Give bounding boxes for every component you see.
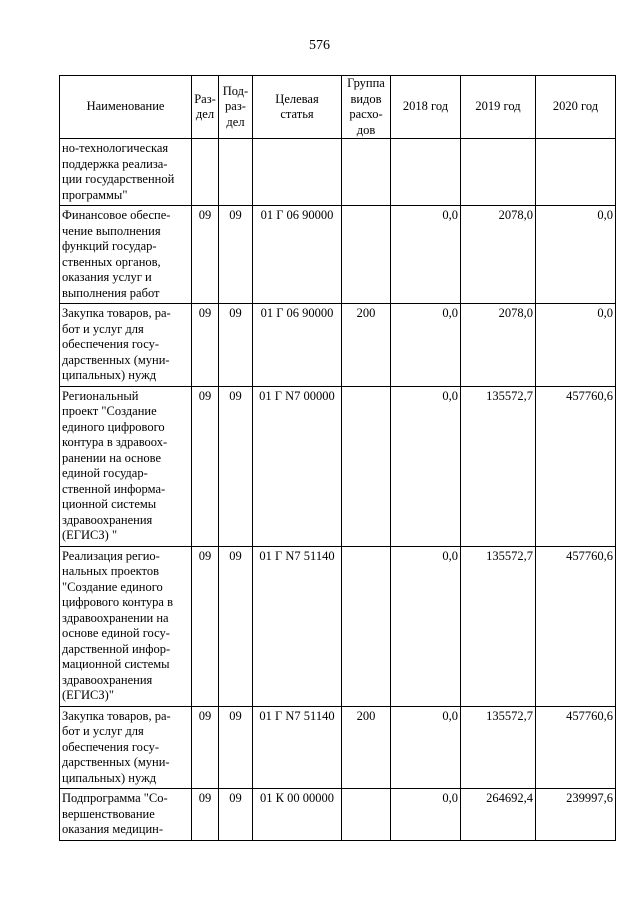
cell-2018: 0,0	[391, 706, 461, 789]
cell-podrazdel: 09	[219, 206, 253, 304]
cell-name: Закупка товаров, ра- бот и услуг для обеспечения госу- дарственных (муни- ципальных) нужд	[60, 706, 192, 789]
cell-2019: 2078,0	[461, 304, 536, 387]
cell-podrazdel: 09	[219, 789, 253, 841]
cell-name: но-технологическая поддержка реализа- ции государственной программы"	[60, 139, 192, 206]
cell-2020: 0,0	[536, 304, 616, 387]
cell-2018	[391, 139, 461, 206]
cell-podrazdel: 09	[219, 304, 253, 387]
cell-name: Закупка товаров, ра- бот и услуг для обеспечения госу- дарственных (муни- ципальных) нужд	[60, 304, 192, 387]
cell-2020: 457760,6	[536, 546, 616, 706]
budget-table	[59, 75, 616, 841]
cell-2018: 0,0	[391, 546, 461, 706]
table-row	[60, 386, 616, 546]
cell-name: Реализация регио- нальных проектов "Создание единого цифрового контура в здравоохранении на основе единой госу- дарственной инфор- мационной системы здравоохранения (ЕГИСЗ)"	[60, 546, 192, 706]
page-number: 576	[309, 38, 330, 53]
col-header-razdel: Раз- дел	[192, 76, 219, 139]
col-header-podrazdel: Под- раз- дел	[219, 76, 253, 139]
cell-podrazdel: 09	[219, 546, 253, 706]
cell-statya: 01 К 00 00000	[253, 789, 342, 841]
cell-2019: 135572,7	[461, 546, 536, 706]
cell-razdel: 09	[192, 789, 219, 841]
table-row	[60, 706, 616, 789]
cell-razdel: 09	[192, 386, 219, 546]
cell-2020: 0,0	[536, 206, 616, 304]
cell-2020	[536, 139, 616, 206]
table-row	[60, 206, 616, 304]
cell-gruppa	[342, 139, 391, 206]
cell-gruppa	[342, 386, 391, 546]
cell-gruppa: 200	[342, 304, 391, 387]
cell-2018: 0,0	[391, 206, 461, 304]
col-header-2019: 2019 год	[461, 76, 536, 139]
cell-2020: 457760,6	[536, 386, 616, 546]
cell-statya: 01 Г N7 00000	[253, 386, 342, 546]
cell-2019: 135572,7	[461, 706, 536, 789]
cell-razdel: 09	[192, 546, 219, 706]
col-header-2018: 2018 год	[391, 76, 461, 139]
cell-2019: 2078,0	[461, 206, 536, 304]
cell-name: Региональный проект "Создание единого цифрового контура в здравоох- ранении на основе единой государ- ственной информа- ционной системы здравоохранения (ЕГИСЗ) "	[60, 386, 192, 546]
table-row	[60, 139, 616, 206]
cell-gruppa	[342, 546, 391, 706]
cell-razdel: 09	[192, 304, 219, 387]
cell-name: Финансовое обеспе- чение выполнения функций государ- ственных органов, оказания услуг и выполнения работ	[60, 206, 192, 304]
cell-gruppa	[342, 789, 391, 841]
cell-2019: 264692,4	[461, 789, 536, 841]
cell-2019	[461, 139, 536, 206]
cell-statya: 01 Г N7 51140	[253, 546, 342, 706]
cell-razdel	[192, 139, 219, 206]
cell-gruppa: 200	[342, 706, 391, 789]
table-row	[60, 789, 616, 841]
header-row	[60, 76, 616, 139]
col-header-2020: 2020 год	[536, 76, 616, 139]
cell-name: Подпрограмма "Со- вершенствование оказания медицин-	[60, 789, 192, 841]
table-row	[60, 546, 616, 706]
cell-2019: 135572,7	[461, 386, 536, 546]
cell-podrazdel	[219, 139, 253, 206]
cell-2018: 0,0	[391, 789, 461, 841]
cell-gruppa	[342, 206, 391, 304]
cell-statya: 01 Г 06 90000	[253, 304, 342, 387]
cell-2020: 239997,6	[536, 789, 616, 841]
cell-podrazdel: 09	[219, 706, 253, 789]
col-header-name: Наименование	[60, 76, 192, 139]
table-row	[60, 304, 616, 387]
cell-2018: 0,0	[391, 304, 461, 387]
cell-statya	[253, 139, 342, 206]
cell-2020: 457760,6	[536, 706, 616, 789]
cell-razdel: 09	[192, 706, 219, 789]
col-header-statya: Целевая статья	[253, 76, 342, 139]
col-header-gruppa: Группа видов расхо- дов	[342, 76, 391, 139]
cell-podrazdel: 09	[219, 386, 253, 546]
cell-2018: 0,0	[391, 386, 461, 546]
cell-razdel: 09	[192, 206, 219, 304]
cell-statya: 01 Г 06 90000	[253, 206, 342, 304]
cell-statya: 01 Г N7 51140	[253, 706, 342, 789]
